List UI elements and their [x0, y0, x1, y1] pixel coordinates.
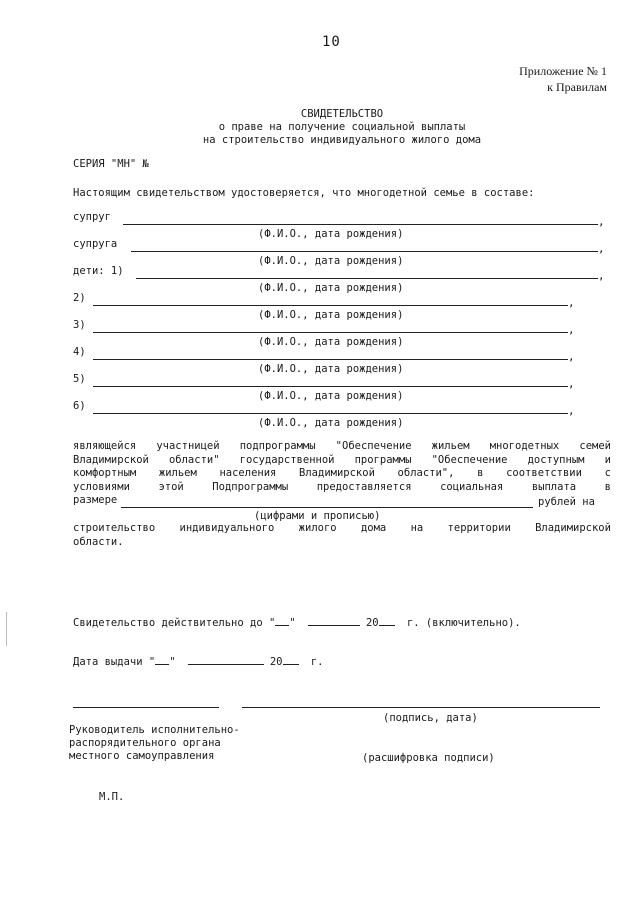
comma: , — [598, 269, 605, 282]
child-4-caption: (Ф.И.О., дата рождения) — [258, 363, 404, 375]
body-paragraph-cont — [73, 522, 611, 549]
comma: , — [568, 404, 575, 417]
intro-text: Настоящим свидетельством удостоверяется, что многодетной семье в составе: — [73, 187, 535, 199]
head-signature-line[interactable] — [73, 707, 219, 708]
validity-month-field[interactable] — [308, 625, 360, 626]
child-4-field[interactable] — [93, 359, 568, 360]
child-1-field[interactable] — [136, 278, 598, 279]
signature-decode-caption: (расшифровка подписи) — [362, 752, 495, 764]
comma: , — [568, 296, 575, 309]
stamp-mark: М.П. — [99, 791, 125, 803]
body-line-3: комфортным жильем населения Владимирской области", в соответствии с — [73, 467, 611, 479]
comma: , — [568, 350, 575, 363]
body-line-7: области. — [73, 535, 124, 548]
body-line-4: условиями этой Подпрограммы предоставляется социальная выплата в — [73, 480, 611, 493]
signature-caption: (подпись, дата) — [383, 712, 478, 724]
document-subtitle-2: на строительство индивидуального жилого дома — [202, 134, 482, 146]
amount-label: размере — [73, 494, 118, 506]
signature-date-line[interactable] — [242, 707, 600, 708]
body-line-1: являющейся участницей подпрограммы "Обеспечение жильем многодетных семей — [73, 440, 611, 452]
head-title-1: Руководитель исполнительно- — [69, 724, 240, 736]
appendix-line-2: к Правилам — [547, 80, 607, 94]
issue-date-line: Дата выдачи " " 20 г. — [73, 656, 324, 668]
amount-caption: (цифрами и прописью) — [254, 510, 381, 522]
child-2-label: 2) — [73, 292, 86, 304]
child-5-caption: (Ф.И.О., дата рождения) — [258, 390, 404, 402]
child-6-label: 6) — [73, 400, 86, 412]
child-3-caption: (Ф.И.О., дата рождения) — [258, 336, 404, 348]
wife-label: супруга — [73, 238, 118, 250]
child-6-caption: (Ф.И.О., дата рождения) — [258, 417, 404, 429]
scan-artifact — [6, 612, 7, 646]
amount-field[interactable] — [121, 507, 533, 508]
comma: , — [598, 242, 605, 255]
validity-day-field[interactable] — [275, 625, 289, 626]
husband-field[interactable] — [123, 224, 598, 225]
child-1-caption: (Ф.И.О., дата рождения) — [258, 282, 404, 294]
issue-year-field[interactable] — [283, 664, 299, 665]
comma: , — [598, 215, 605, 228]
husband-caption: (Ф.И.О., дата рождения) — [258, 228, 404, 240]
head-title-3: местного самоуправления — [69, 750, 215, 762]
appendix-line-1: Приложение № 1 — [519, 64, 607, 78]
child-5-label: 5) — [73, 373, 86, 385]
page-number: 10 — [322, 34, 341, 50]
body-line-6: строительство индивидуального жилого дома на территории Владимирской — [73, 522, 611, 534]
validity-line: Свидетельство действительно до " " 20 г. (включительно). — [73, 617, 521, 629]
child-2-field[interactable] — [93, 305, 568, 306]
child-3-label: 3) — [73, 319, 86, 331]
validity-year-field[interactable] — [379, 625, 395, 626]
child-5-field[interactable] — [93, 386, 568, 387]
body-line-2: Владимирской области" государственной программы "Обеспечение доступным и — [73, 453, 611, 466]
amount-currency: рублей на — [538, 496, 595, 508]
issue-day-field[interactable] — [155, 664, 169, 665]
series-label: СЕРИЯ "МН" № — [73, 158, 149, 170]
document-subtitle-1: о праве на получение социальной выплаты — [218, 121, 466, 133]
comma: , — [568, 323, 575, 336]
comma: , — [568, 377, 575, 390]
wife-caption: (Ф.И.О., дата рождения) — [258, 255, 404, 267]
child-1-label: дети: 1) — [73, 265, 124, 277]
child-2-caption: (Ф.И.О., дата рождения) — [258, 309, 404, 321]
issue-month-field[interactable] — [188, 664, 264, 665]
wife-field[interactable] — [131, 251, 598, 252]
child-4-label: 4) — [73, 346, 86, 358]
child-3-field[interactable] — [93, 332, 568, 333]
document-title: СВИДЕТЕЛЬСТВО — [300, 108, 384, 120]
child-6-field[interactable] — [93, 413, 568, 414]
body-paragraph — [73, 440, 611, 494]
husband-label: супруг — [73, 211, 111, 223]
head-title-2: распорядительного органа — [69, 737, 221, 749]
